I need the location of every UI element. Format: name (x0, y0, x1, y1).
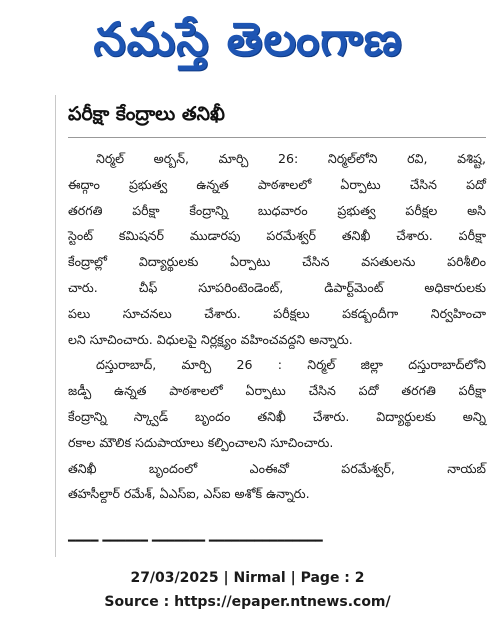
body-line: లని సూచించారు. విధులపై నిర్లక్ష్యం వహించవద్దని అన్నారు. (68, 331, 353, 347)
body-line: నిర్మల్ అర్బన్, మార్చి 26: నిర్మల్‌లోని రవి, వశిష్ట, (96, 151, 486, 166)
footer-meta: 27/03/2025 | Nirmal | Page : 2 (130, 570, 365, 586)
cropped-next-headline (68, 533, 486, 559)
masthead-title: నమస్తే తెలంగాణ (93, 12, 403, 66)
body-line: స్టెంట్ కమిషనర్ ముడారపు పరమేశ్వర్ తనిఖీ చేశారు. పరీక్షా (68, 228, 486, 244)
body-line: దస్తురాబాద్, మార్చి 26 : నిర్మల్ జిల్లా దస్తురాబాద్‌లోని (96, 357, 486, 373)
headline-divider (68, 137, 486, 138)
newspaper-masthead (28, 6, 468, 84)
body-line: చారు. చీఫ్ సూపరింటెండెంట్, డిపార్ట్‌మెంట్ అధికారులకు (68, 279, 486, 295)
body-line: రకాల మౌలిక సదుపాయాలు కల్పించాలని సూచించారు. (68, 434, 334, 450)
clipping-footer (0, 566, 495, 614)
body-line: కేంద్రాన్ని స్క్వాడ్ బృందం తనిఖీ చేశారు. విద్యార్థులకు అన్ని (68, 408, 486, 424)
footer-source: Source : https://epaper.ntnews.com/ (104, 594, 391, 610)
article-headline: పరీక్షా కేంద్రాలు తనిఖీ (68, 103, 225, 125)
body-line: తనిఖీ బృందంలో ఎంఈవో పరమేశ్వర్, నాయబ్ (68, 460, 486, 476)
body-line: తహసీల్దార్ రమేశ్, ఏఎస్ఐ, ఎస్ఐ అశోక్ ఉన్నారు. (68, 486, 310, 502)
body-line: కేంద్రాల్లో విద్యార్థులకు ఏర్పాటు చేసిన వసతులను పరిశీలిం (68, 254, 486, 270)
cropped-text-fragment: ━━━━ ━━━━━━ ━━━━━━━ ━━━━━━━━━━━━━━━ (68, 533, 323, 548)
body-line: పలు సూచనలు చేశారు. పరీక్షలు పకడ్బందీగా నిర్వహించా (68, 305, 486, 321)
body-line: తరగతి పరీక్షా కేంద్రాన్ని బుధవారం ప్రభుత్వ పరీక్షల అసి (68, 202, 486, 218)
body-line: ఈద్గాం ప్రభుత్వ ఉన్నత పాఠశాలలో ఏర్పాటు చేసిన పదో (68, 176, 486, 192)
news-clipping (55, 95, 498, 557)
body-line: జడ్పీ ఉన్నత పాఠశాలలో ఏర్పాటు చేసిన పదో తరగతి పరీక్షా (68, 383, 486, 399)
article-body (68, 146, 486, 507)
